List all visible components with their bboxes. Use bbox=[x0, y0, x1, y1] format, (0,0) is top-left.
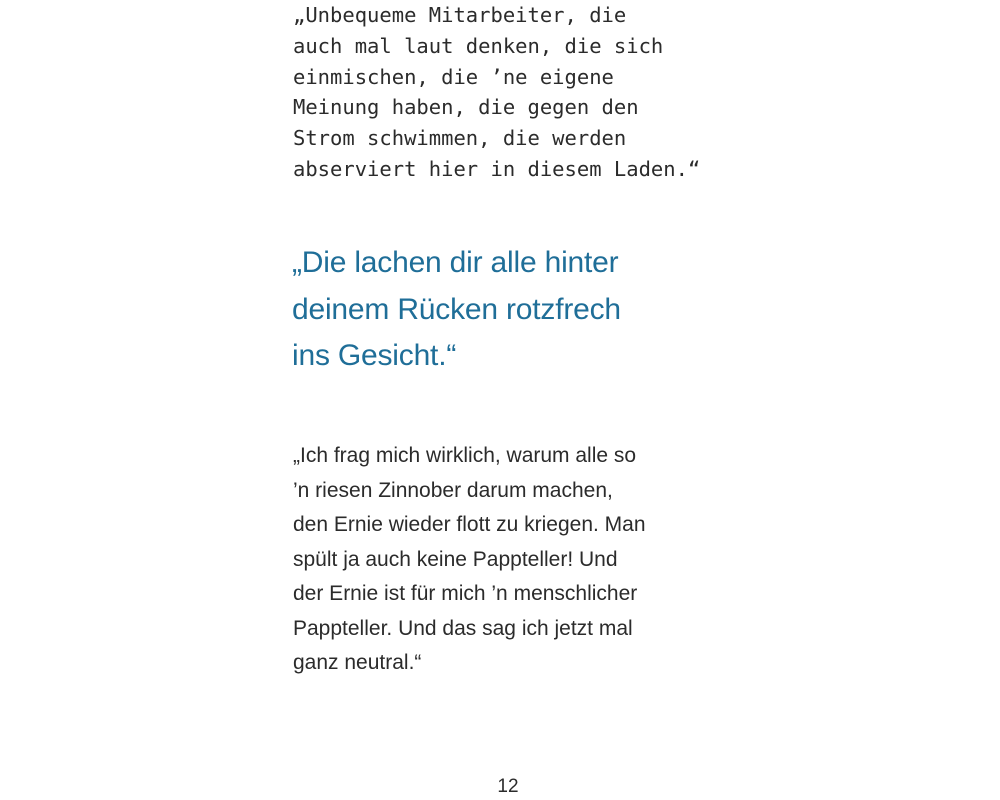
quote-line: Pappteller. Und das sag ich jetzt mal bbox=[293, 616, 633, 640]
quote-line: „Unbequeme Mitarbeiter, die bbox=[293, 3, 627, 27]
quote-line: „Ich frag mich wirklich, warum alle so bbox=[293, 444, 637, 467]
quote-line: den Ernie wieder flott zu kriegen. Man bbox=[293, 513, 646, 536]
quote-line: abserviert hier in diesem Laden.“ bbox=[293, 156, 701, 181]
quote-line: der Ernie ist für mich ’n menschlicher bbox=[293, 582, 638, 605]
quote-line: Strom schwimmen, die werden bbox=[293, 126, 627, 151]
quote-line: Meinung haben, die gegen den bbox=[293, 95, 639, 120]
quote-line: ganz neutral.“ bbox=[293, 651, 422, 674]
pull-quote-line: „Die lachen dir alle hinter bbox=[292, 246, 619, 279]
quote-line: spült ja auch keine Pappteller! Und bbox=[293, 547, 618, 571]
quote-line: auch mal laut denken, die sich bbox=[293, 33, 664, 58]
quote-line: einmischen, die ’ne eigene bbox=[293, 64, 614, 89]
pull-quote-line: ins Gesicht.“ bbox=[292, 339, 457, 372]
page-number: 12 bbox=[497, 776, 519, 797]
quote-unbequeme-mitarbeiter bbox=[293, 0, 813, 185]
pull-quote-highlight bbox=[292, 240, 812, 380]
quote-line: ’n riesen Zinnober darum machen, bbox=[293, 478, 613, 502]
quote-pappteller bbox=[293, 439, 813, 681]
pull-quote-line: deinem Rücken rotzfrech bbox=[292, 292, 621, 326]
